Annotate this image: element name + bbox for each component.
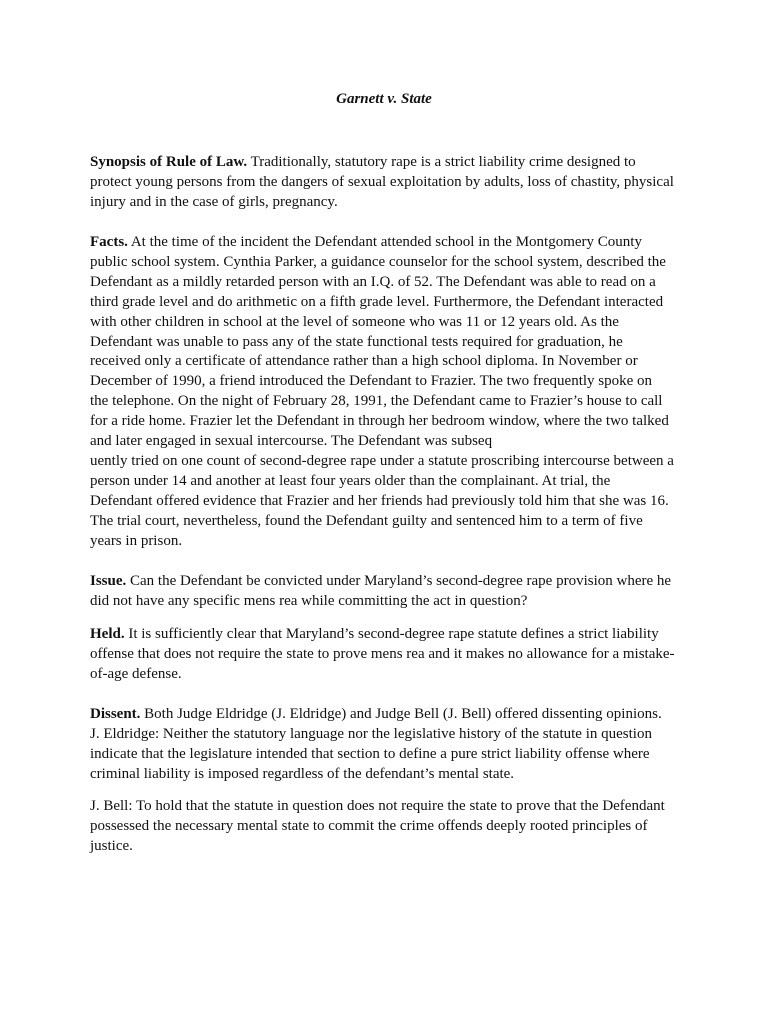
- facts-line-11: and later engaged in sexual intercourse. The Defendant was subseq: [90, 433, 493, 450]
- bell-line-2: possessed the necessary mental state to commit the crime offends deeply rooted principles of: [90, 817, 648, 834]
- facts-line-1: Facts. At the time of the incident the Defendant attended school in the Montgomery County: [90, 234, 642, 250]
- synopsis-line-2: protect young persons from the dangers of sexual exploitation by adults, loss of chastity, physical: [90, 173, 674, 190]
- synopsis-line-1: Synopsis of Rule of Law. Traditionally, statutory rape is a strict liability crime designed to: [90, 154, 636, 170]
- synopsis-line-3: injury and in the case of girls, pregnancy.: [90, 193, 338, 210]
- dissent-line-4: criminal liability is imposed regardless of the defendant’s mental state.: [90, 765, 515, 782]
- bell-line-1: J. Bell: To hold that the statute in question does not require the state to prove that the Defendant: [90, 798, 665, 814]
- issue-label: Issue.: [90, 573, 127, 589]
- facts-line-4: third grade level and do arithmetic on a fifth grade level. Furthermore, the Defendant interacted: [90, 293, 664, 310]
- synopsis-paragraph: [90, 153, 682, 213]
- facts-line-14: Defendant offered evidence that Frazier and her friends had previously told him that she was 16.: [90, 492, 669, 509]
- dissent-paragraph: [90, 705, 682, 785]
- document-title: Garnett v. State: [336, 91, 432, 107]
- facts-line-2: public school system. Cynthia Parker, a guidance counselor for the school system, described the: [90, 253, 666, 270]
- held-paragraph: [90, 625, 682, 685]
- bell-line-3: justice.: [90, 837, 133, 854]
- facts-line-3: Defendant as a mildly retarded person with an I.Q. of 52. The Defendant was able to read on a: [90, 273, 656, 290]
- facts-line-7: received only a certificate of attendance rather than a high school diploma. In November or: [90, 353, 638, 370]
- held-line-3: of-age defense.: [90, 665, 182, 682]
- dissent-line-1: Dissent. Both Judge Eldridge (J. Eldridge) and Judge Bell (J. Bell) offered dissenting opinions.: [90, 706, 662, 722]
- dissent-label: Dissent.: [90, 706, 141, 722]
- facts-line-6: Defendant was unable to pass any of the state functional tests required for graduation, he: [90, 333, 623, 350]
- facts-line-15: The trial court, nevertheless, found the Defendant guilty and sentenced him to a term of five: [90, 512, 643, 529]
- facts-line-10: for a ride home. Frazier let the Defendant in through her bedroom window, where the two talked: [90, 413, 669, 430]
- issue-paragraph: [90, 572, 682, 612]
- held-line-2: offense that does not require the state to prove mens rea and it makes no allowance for a mistake-: [90, 645, 675, 662]
- facts-line-16: years in prison.: [90, 532, 183, 549]
- facts-line-5: with other children in school at the level of someone who was 11 or 12 years old. As the: [90, 313, 619, 330]
- facts-line-8: December of 1990, a friend introduced the Defendant to Frazier. The two frequently spoke on: [90, 373, 653, 390]
- dissent-line-2: J. Eldridge: Neither the statutory language nor the legislative history of the statute in question: [90, 725, 652, 742]
- issue-line-2: did not have any specific mens rea while committing the act in question?: [90, 592, 528, 609]
- bell-paragraph: [90, 797, 682, 857]
- held-line-1: Held. It is sufficiently clear that Maryland’s second-degree rape statute defines a strict liability: [90, 626, 659, 642]
- facts-line-12: uently tried on one count of second-degree rape under a statute proscribing intercourse between a: [90, 452, 674, 469]
- synopsis-label: Synopsis of Rule of Law.: [90, 154, 248, 170]
- facts-paragraph: [90, 233, 682, 552]
- held-label: Held.: [90, 626, 125, 642]
- dissent-line-3: indicate that the legislature intended that section to define a pure strict liability offense where: [90, 745, 650, 762]
- facts-line-13: person under 14 and another at least four years older than the complainant. At trial, the: [90, 472, 611, 489]
- facts-line-9: the telephone. On the night of February 28, 1991, the Defendant came to Frazier’s house to call: [90, 393, 663, 410]
- facts-label: Facts.: [90, 234, 128, 250]
- issue-line-1: Issue. Can the Defendant be convicted under Maryland’s second-degree rape provision where he: [90, 573, 672, 589]
